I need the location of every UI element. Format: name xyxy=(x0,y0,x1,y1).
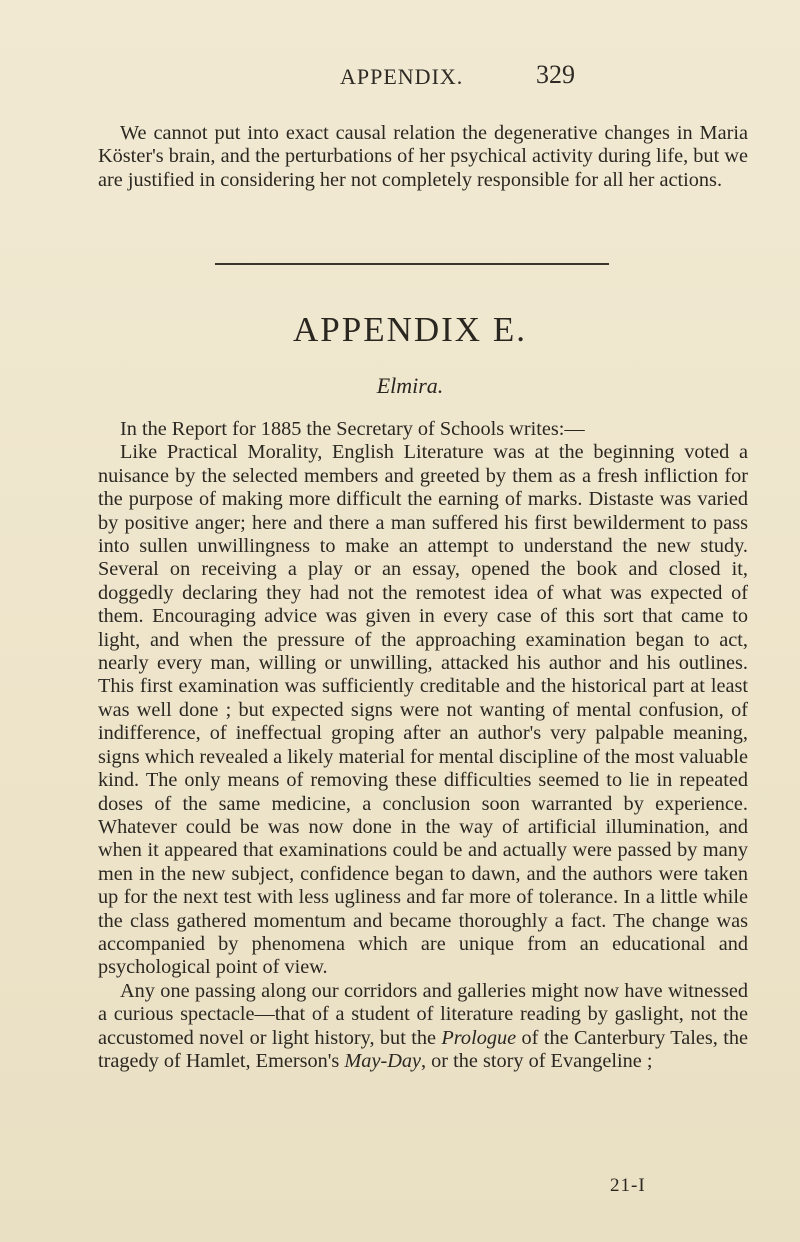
opening-paragraph: We cannot put into exact causal relation the degenerative changes in Maria Köster's brain, and the perturbations of her psychical activity during life, but we are justified in considering her not completely responsible for all her actions. xyxy=(98,122,748,191)
prologue-title: Prologue xyxy=(441,1026,517,1049)
signature-mark: 21-I xyxy=(610,1175,646,1196)
report-paragraph-1: Like Practical Morality, English Literature was at the beginning voted a nuisance by the selected members and greeted by them as a fresh infliction for the purpose of making more difficult the earning of marks. Distaste was varied by positive anger; here and there a man suffered his first bewilderment to pass into sullen unwillingness to make an attempt to understand the new study. Several on receiving a play or an essay, opened the book and closed it, doggedly declaring they had not the remotest idea of what was expected of them. Encouraging advice was given in every case of this sort that came to light, and when the pressure of the approaching examination began to act, nearly every man, willing or unwilling, attacked his author and his outlines. This first examination was sufficiently creditable and the historical part at least was well done ; but expected signs were not wanting of mental confusion, of indifference, of ineffectual groping after an author's very palpable meaning, signs which revealed a likely material for mental discipline of the most valuable kind. The only means of removing these difficulties seemed to lie in repeated doses of the same medicine, a conclusion soon warranted by experience. Whatever could be was now done in the way of artificial illumination, and when it appeared that examinations could be and actually were passed by many men in the new subject, confidence began to dawn, and the authors were taken up for the next test with less ugliness and far more of tolerance. In a little while the class gathered momentum and became thoroughly a fact. The change was accompanied by phenomena which are unique from an educational and psychological point of view. xyxy=(98,441,748,979)
report-intro: In the Report for 1885 the Secretary of Schools writes:— xyxy=(120,418,585,440)
page-number: 329 xyxy=(536,60,575,89)
paragraph-2-text-c: , or the story of Evangeline ; xyxy=(421,1049,653,1072)
appendix-title: APPENDIX E. xyxy=(293,310,527,349)
appendix-subtitle: Elmira. xyxy=(376,373,444,398)
section-divider-rule xyxy=(215,263,609,265)
running-head: APPENDIX. xyxy=(340,64,464,89)
may-day-title: May-Day xyxy=(344,1049,421,1072)
paragraph-2-text-b: of the Canterbury Tales, the tragedy of Hamlet, Emerson's xyxy=(98,1026,748,1072)
appendix-body xyxy=(98,418,748,1073)
opening-paragraph-block xyxy=(98,122,748,192)
paragraph-2-text-a: Any one passing along our corridors and galleries might now have witnessed a curious spectacle—that of a student of literature reading by gaslight, not the accustomed novel or light history, but the xyxy=(98,979,748,1049)
report-paragraph-2 xyxy=(98,980,748,1074)
